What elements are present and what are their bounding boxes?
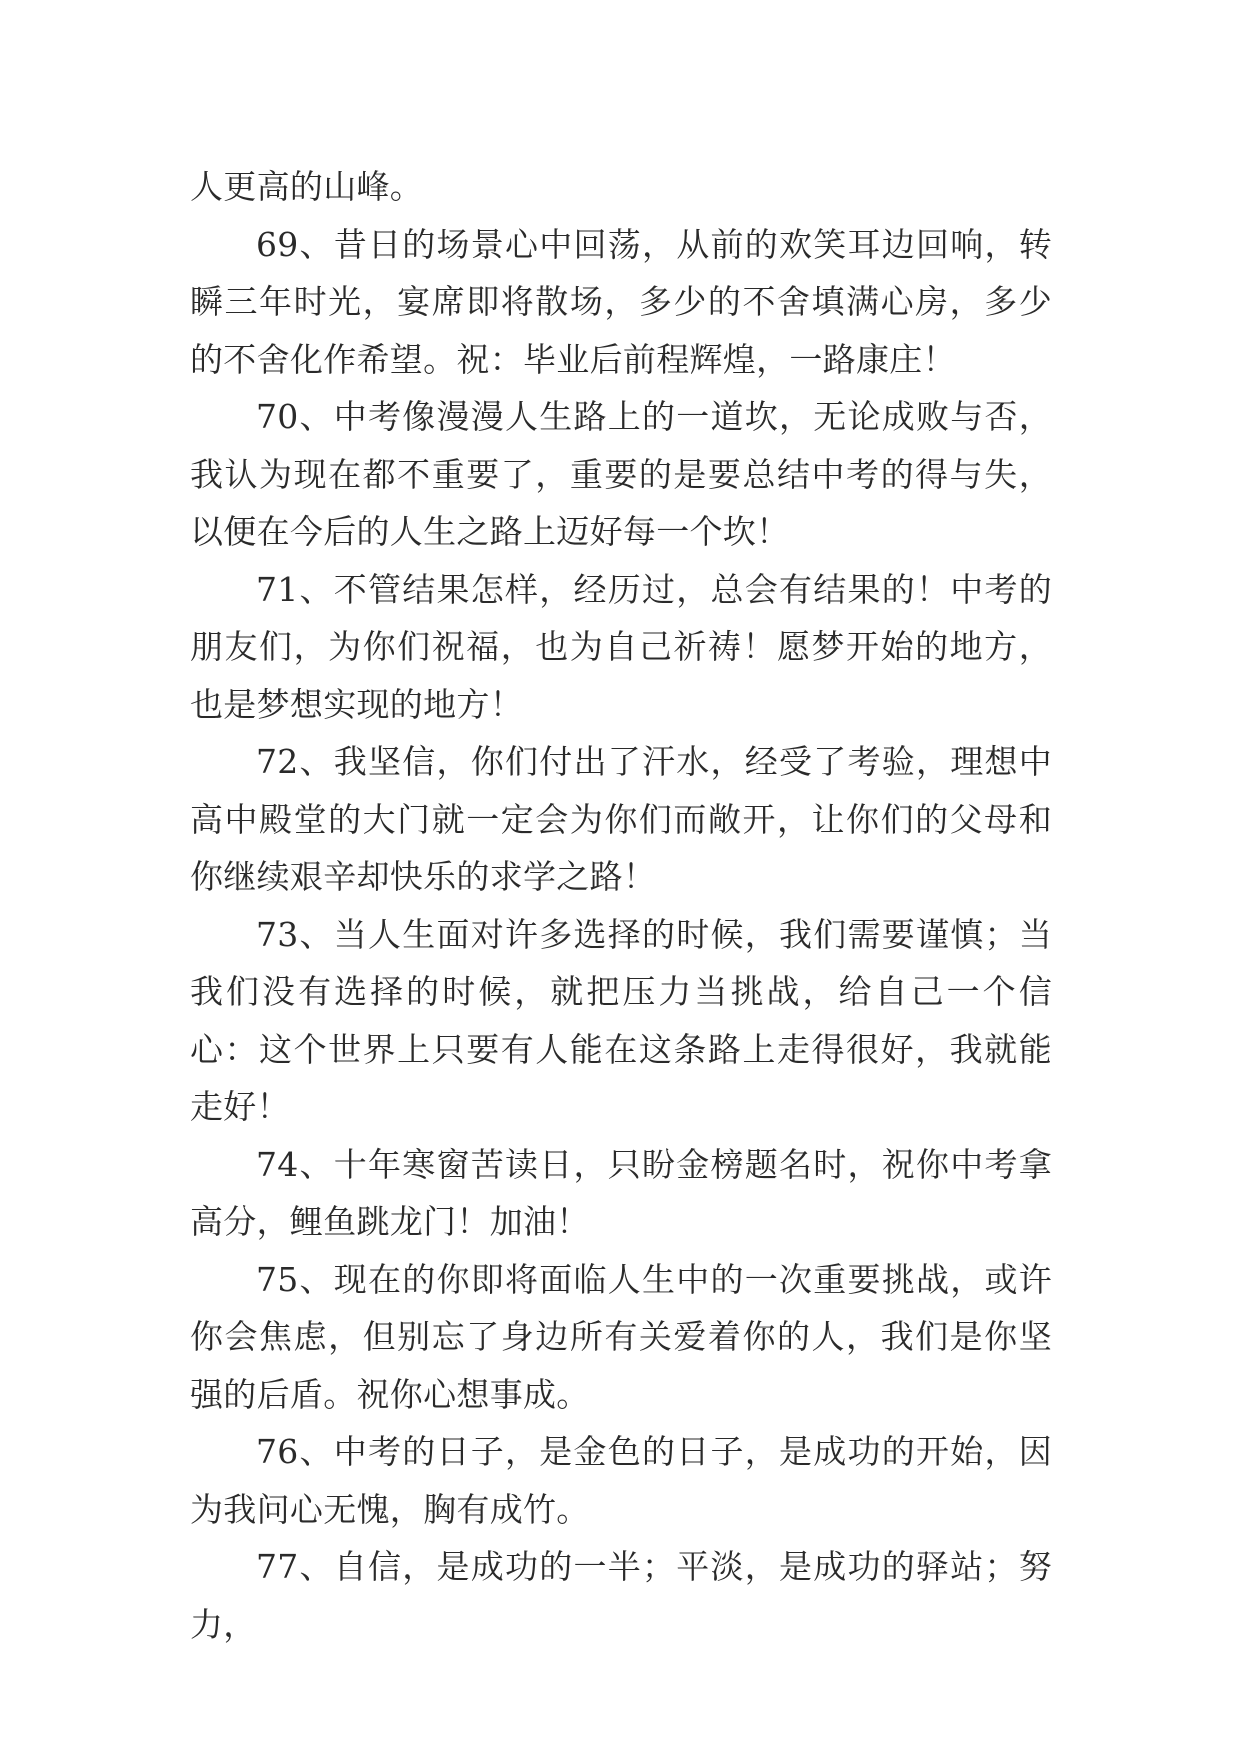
document-body	[190, 158, 1052, 1653]
paragraph-77: 77、自信，是成功的一半；平淡，是成功的驿站；努力，	[190, 1547, 1052, 1644]
paragraph-70: 70、中考像漫漫人生路上的一道坎，无论成败与否，我认为现在都不重要了，重要的是要总结中考的得与失，以便在今后的人生之路上迈好每一个坎！	[190, 397, 1052, 551]
paragraph-72: 72、我坚信，你们付出了汗水，经受了考验，理想中高中殿堂的大门就一定会为你们而敞开，让你们的父母和你继续艰辛却快乐的求学之路！	[190, 742, 1052, 896]
paragraph-69: 69、昔日的场景心中回荡，从前的欢笑耳边回响，转瞬三年时光，宴席即将散场，多少的不舍填满心房，多少的不舍化作希望。祝：毕业后前程辉煌，一路康庄！	[190, 224, 1052, 379]
paragraph-74: 74、十年寒窗苦读日，只盼金榜题名时，祝你中考拿高分，鲤鱼跳龙门！加油！	[190, 1144, 1052, 1241]
paragraph-75: 75、现在的你即将面临人生中的一次重要挑战，或许你会焦虑，但别忘了身边所有关爱着你的人，我们是你坚强的后盾。祝你心想事成。	[190, 1259, 1052, 1414]
paragraph-71: 71、不管结果怎样，经历过，总会有结果的！中考的朋友们，为你们祝福，也为自己祈祷！愿梦开始的地方，也是梦想实现的地方！	[190, 569, 1052, 724]
paragraph-continuation: 人更高的山峰。	[190, 167, 424, 206]
paragraph-76: 76、中考的日子，是金色的日子，是成功的开始，因为我问心无愧，胸有成竹。	[190, 1432, 1052, 1529]
paragraph-73: 73、当人生面对许多选择的时候，我们需要谨慎；当我们没有选择的时候，就把压力当挑战，给自己一个信心：这个世界上只要有人能在这条路上走得很好，我就能走好！	[190, 914, 1052, 1126]
